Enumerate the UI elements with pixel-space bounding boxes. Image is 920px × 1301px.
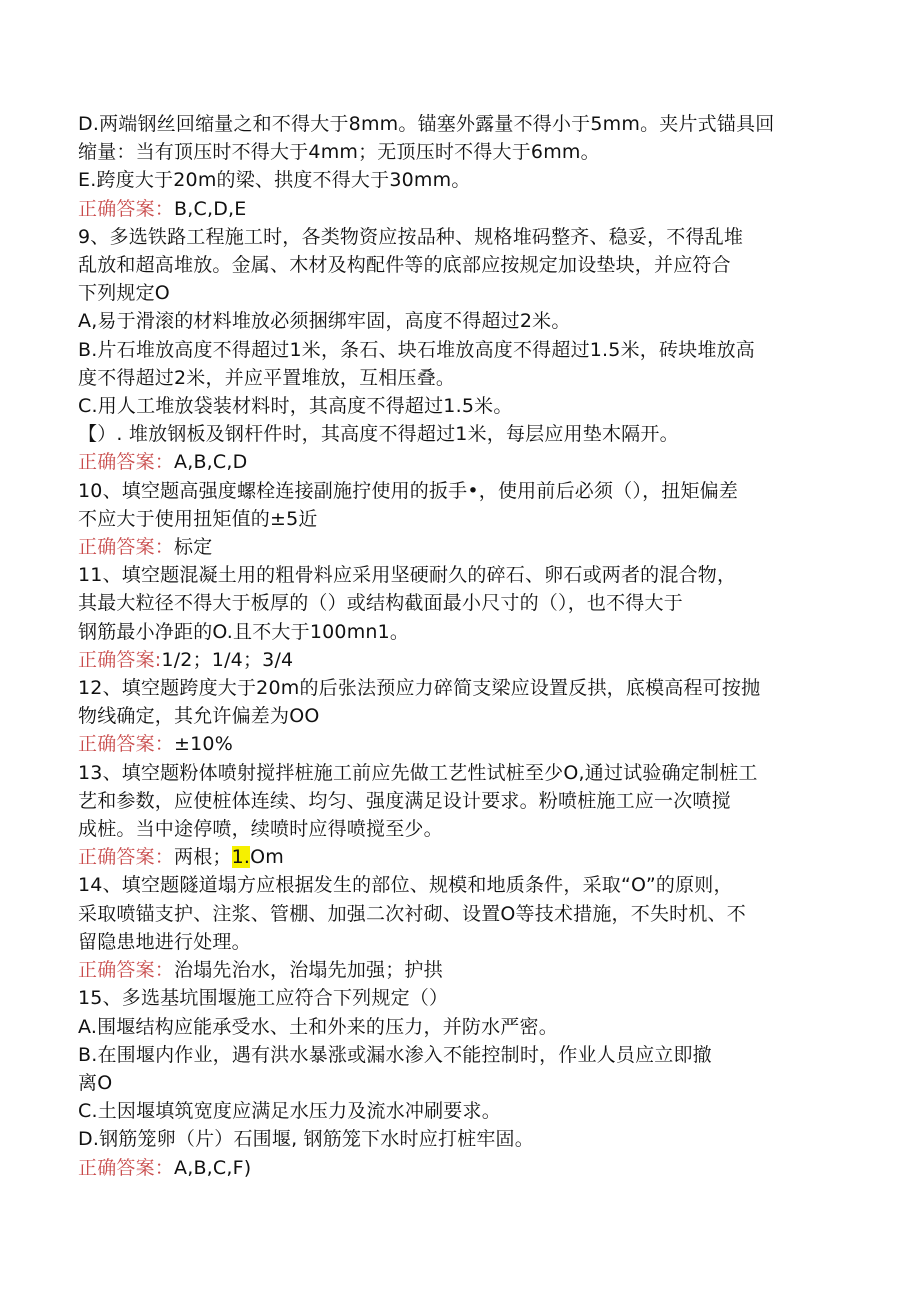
answer-q8: [78, 195, 838, 223]
option-e: E.跨度大于20m的梁、拱度不得大于30mm。: [78, 169, 471, 192]
answer-value-end: Om: [250, 846, 285, 869]
answer-label: 正确答案：: [78, 536, 175, 559]
answer-value: 治塌先治水，治塌先加强；护拱: [174, 959, 443, 982]
question-list: [78, 110, 838, 1182]
answer-label: 正确答案：: [78, 1156, 175, 1179]
answer-value: 1/2；1/4；3/4: [161, 648, 294, 671]
option-d-cont: 缩量：当有顶压时不得大于4mm；无顶压时不得大于6mm。: [78, 141, 600, 164]
answer-label: 正确答案：: [78, 959, 175, 982]
answer-label: 正确答案：: [78, 451, 175, 474]
q11-stem: 11、填空题混凝土用的粗骨料应采用坚硬耐久的碎石、卵石或两者的混合物，: [78, 564, 737, 587]
answer-q13: [78, 843, 838, 871]
answer-value: 两根；: [174, 846, 232, 869]
answer-value: B,C,D,E: [174, 197, 247, 220]
q9-option-b: B.片石堆放高度不得超过1米，条石、块石堆放高度不得超过1.5米，砖块堆放高: [78, 338, 755, 361]
q10-stem-cont: 不应大于使用扭矩值的±5近: [78, 507, 318, 530]
answer-label: 正确答案：: [78, 197, 175, 220]
q15-option-a: A.围堰结构应能承受水、土和外来的压力，并防水严密。: [78, 1015, 558, 1038]
q14-stem-cont: 采取喷锚支护、注浆、管棚、加强二次衬砌、设置O等技术措施，不失时机、不: [78, 902, 746, 925]
q13-stem-end: 成桩。当中途停喷，续喷时应得喷搅至少。: [78, 818, 443, 841]
q11-stem-cont: 其最大粒径不得大于板厚的（）或结构截面最小尺寸的（），也不得大于: [78, 592, 683, 615]
highlighted-text: 1.: [231, 846, 251, 869]
q15-option-b-cont: 离O: [78, 1071, 113, 1094]
q15-option-c: C.土因堰填筑宽度应满足水压力及流水冲刷要求。: [78, 1100, 501, 1123]
answer-q12: [78, 730, 838, 758]
q9-option-c: C.用人工堆放袋装材料时，其高度不得超过1.5米。: [78, 395, 513, 418]
answer-value: 标定: [174, 536, 213, 559]
q9-option-d: 【）. 堆放钢板及钢杆件时，其高度不得超过1米，每层应用垫木隔开。: [78, 423, 679, 446]
q15-option-d: D.钢筋笼卵（片）石围堰, 钢筋笼下水时应打桩牢固。: [78, 1128, 534, 1151]
answer-label: 正确答案：: [78, 846, 175, 869]
q9-stem: 9、多选铁路工程施工时，各类物资应按品种、规格堆码整齐、稳妥，不得乱堆: [78, 225, 744, 248]
q9-stem-cont: 乱放和超高堆放。金属、木材及构配件等的底部应按规定加设垫块，并应符合: [78, 254, 731, 277]
answer-q15: [78, 1154, 838, 1182]
q9-option-a: A,易于滑滚的材料堆放必须捆绑牢固，高度不得超过2米。: [78, 310, 571, 333]
answer-value: A,B,C,D: [174, 451, 248, 474]
q9-option-b-cont: 度不得超过2米，并应平置堆放，互相压叠。: [78, 366, 456, 389]
q9-stem-end: 下列规定O: [78, 282, 170, 305]
q10-stem: 10、填空题高强度螺栓连接副施拧使用的扳手•，使用前后必须（），扭矩偏差: [78, 479, 739, 502]
q13-stem-cont: 艺和参数，应使桩体连续、均匀、强度满足设计要求。粉喷桩施工应一次喷搅: [78, 789, 731, 812]
answer-value: ±10%: [174, 733, 233, 756]
answer-q9: [78, 448, 838, 476]
q12-stem-cont: 物线确定，其允许偏差为OO: [78, 705, 320, 728]
q14-stem-end: 留隐患地进行处理。: [78, 930, 251, 953]
q11-stem-end: 钢筋最小净距的O.且不大于100mn1。: [78, 620, 410, 643]
answer-label: 正确答案：: [78, 733, 175, 756]
answer-value: A,B,C,F): [174, 1156, 252, 1179]
q12-stem: 12、填空题跨度大于20m的后张法预应力碎简支梁应设置反拱，底模高程可按抛: [78, 677, 761, 700]
option-d: D.两端钢丝回缩量之和不得大于8mm。锚塞外露量不得小于5mm。夹片式锚具回: [78, 113, 775, 135]
answer-label: 正确答案:: [78, 648, 162, 671]
answer-q10: [78, 533, 838, 561]
answer-q11: [78, 646, 838, 674]
answer-q14: [78, 956, 838, 984]
q15-option-b: B.在围堰内作业，遇有洪水暴涨或漏水渗入不能控制时，作业人员应立即撤: [78, 1043, 712, 1066]
q14-stem: 14、填空题隧道塌方应根据发生的部位、规模和地质条件，采取“O”的原则，: [78, 874, 733, 897]
q15-stem: 15、多选基坑围堰施工应符合下列规定（）: [78, 987, 449, 1010]
q13-stem: 13、填空题粉体喷射搅拌桩施工前应先做工艺性试桩至少O,通过试验确定制桩工: [78, 761, 758, 784]
